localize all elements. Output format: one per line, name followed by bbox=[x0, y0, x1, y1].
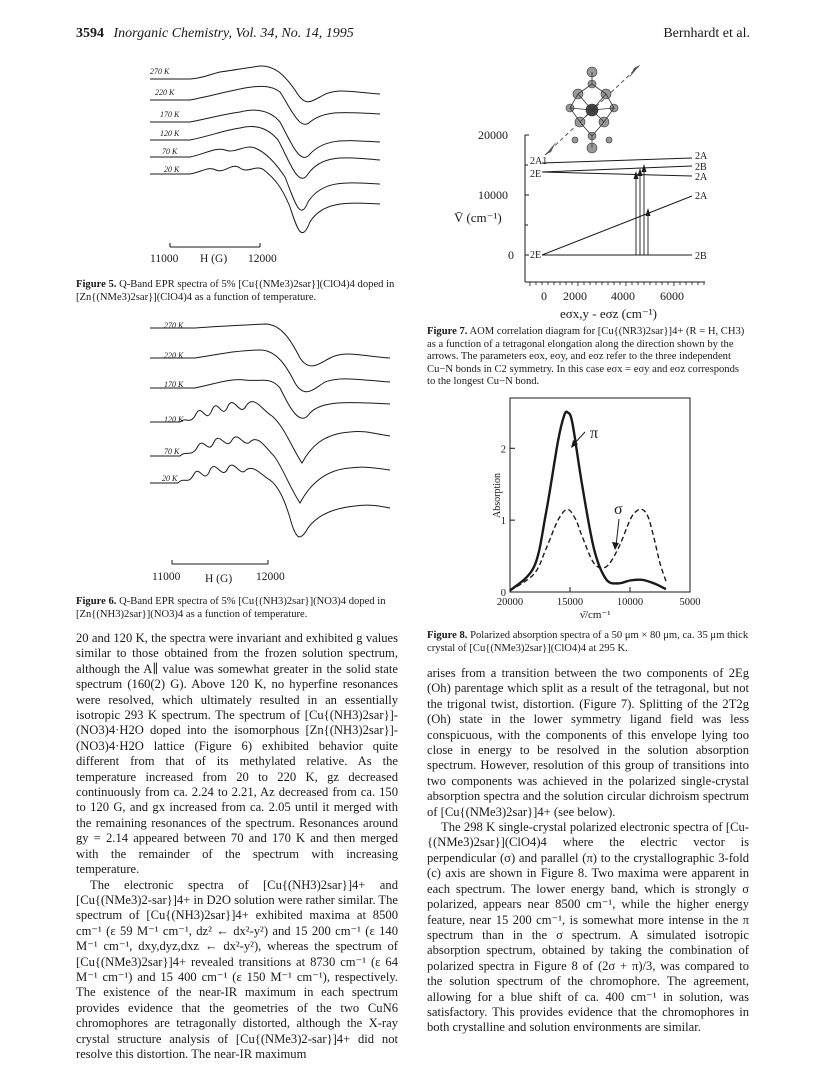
figure-5-temperature-labels bbox=[150, 67, 180, 174]
caption-text: Polarized absorption spectra of a 50 μm × 80 μm, ca. 35 μm thick crystal of [Cu{(NMe3)2sar}](ClO4)4 at 295 K. bbox=[427, 630, 749, 654]
caption-label: Figure 5. bbox=[76, 279, 117, 290]
temp-label: 120 K bbox=[164, 415, 184, 424]
figure-8-absorption-chart bbox=[490, 398, 720, 620]
y-tick-label: 2 bbox=[500, 444, 506, 456]
journal-citation: Inorganic Chemistry, Vol. 34, No. 14, 1995 bbox=[113, 26, 354, 41]
figure-5-caption bbox=[76, 279, 398, 304]
chart-series bbox=[510, 412, 666, 591]
temp-label: 70 K bbox=[164, 447, 180, 456]
figure-5-traces bbox=[150, 66, 380, 233]
annotation-pi: π bbox=[590, 425, 599, 442]
running-header-authors: Bernhardt et al. bbox=[663, 26, 750, 41]
figure-6-caption bbox=[76, 596, 398, 621]
spectrum-70k bbox=[150, 147, 380, 210]
paragraph: The 298 K single-crystal polarized electronic spectra of [Cu-{(NMe3)2sar}](ClO4)4 where the electric vector is perpendicular (σ) and parallel (π) to the crystallographic 3-fold (c) axis are shown in Figure 8. Two maxima were apparent in each spectrum. The lower energy band, which is strongly σ polarized, appears near 8500 cm⁻¹, while the higher energy feature, near 15 200 cm⁻¹, is somewhat more intense in the π spectrum than in the σ spectrum. A simulated isotropic absorption spectrum, obtained by taking the combination of polarized spectra in Figure 8 of (2σ + π)/3, was compared to the solution spectrum of the chromophore. The agreement, allowing for a blue shift of ca. 400 cm⁻¹ in solution, was satisfactory. This provides evidence that the chromophores in both crystalline and solution environments are similar. bbox=[427, 820, 749, 1035]
x-axis-label: eσx,y - eσz (cm⁻¹) bbox=[560, 306, 657, 321]
page-number: 3594 bbox=[76, 26, 104, 41]
x-tick-label: 6000 bbox=[660, 289, 684, 303]
x-tick-label: 4000 bbox=[611, 289, 635, 303]
state-label: 2E bbox=[530, 250, 542, 261]
state-label: 2A bbox=[695, 191, 708, 202]
x-tick-label: 12000 bbox=[248, 253, 277, 265]
spectrum-70k bbox=[150, 437, 390, 503]
x-tick-label: 15000 bbox=[556, 597, 584, 608]
figure-5-epr-spectra bbox=[150, 62, 420, 272]
y-axis-label: V̄ (cm⁻¹) bbox=[454, 210, 502, 225]
figure-6-temperature-labels bbox=[162, 321, 184, 483]
x-axis-label: H (G) bbox=[200, 253, 228, 265]
x-tick-label: 11000 bbox=[152, 571, 181, 583]
level-2a1-upper bbox=[542, 158, 692, 163]
y-tick-label: 0 bbox=[500, 588, 506, 599]
state-label: 2A bbox=[695, 151, 708, 162]
y-axis-label: Absorption bbox=[492, 473, 503, 518]
y-tick-label: 20000 bbox=[478, 128, 508, 142]
level-2e-upper bbox=[542, 166, 692, 172]
paragraph: 20 and 120 K, the spectra were invariant and exhibited g values similar to those obtained from the frozen solution spectrum, although the A∥ value was somewhat greater in the solid state spectrum (160(2) G). Above 120 K, no hyperfine resonances were resolved, which ultimately resulted in an essentially isotropic 293 K spectrum. The spectrum of [Cu{(NH3)2sar}]-(NO3)4·H2O doped into the isomorphous [Zn{(NH3)2sar}]-(NO3)4·H2O lattice (Figure 6) exhibited behavior quite different from that of its methylated relative. As the temperature increased from 20 to 220 K, gz decreased continuously from ca. 2.24 to 2.21, Az decreased from ca. 150 to 120 G, and gx increased from ca. 2.05 until it merged with the remaining resonances of the spectrum. Resonances around gy = 2.14 appeared between 70 and 170 K and then merged with the remainder of the spectrum with increasing temperature. bbox=[76, 631, 398, 877]
figure-7-x-minor-ticks bbox=[530, 282, 704, 286]
figure-7-axes bbox=[525, 135, 705, 282]
x-tick-label: 11000 bbox=[150, 253, 179, 265]
right-column-text bbox=[427, 666, 749, 1036]
y-tick-label: 0 bbox=[508, 248, 514, 262]
spectrum-170k bbox=[150, 380, 390, 419]
figure-5-x-axis bbox=[150, 243, 277, 265]
temp-label: 170 K bbox=[160, 110, 180, 119]
caption-label: Figure 6. bbox=[76, 596, 117, 607]
left-column-text bbox=[76, 631, 398, 1062]
figure-6-x-axis bbox=[152, 560, 285, 585]
figure-6-traces bbox=[150, 324, 390, 537]
temp-label: 220 K bbox=[164, 351, 184, 360]
caption-label: Figure 7. bbox=[427, 326, 468, 337]
caption-text: Q-Band EPR spectra of 5% [Cu{(NH3)2sar}](NO3)4 doped in [Zn{(NH3)2sar}](NO3)4 as a function of temperature. bbox=[76, 596, 386, 620]
level-rising bbox=[542, 196, 692, 255]
spectrum-270k bbox=[150, 66, 380, 102]
temp-label: 220 K bbox=[155, 88, 175, 97]
y-tick-label: 1 bbox=[500, 516, 506, 528]
series-line-pi bbox=[510, 412, 666, 591]
molecule-structure-icon bbox=[545, 65, 640, 155]
temp-label: 120 K bbox=[160, 129, 180, 138]
x-tick-label: 12000 bbox=[256, 571, 285, 583]
caption-label: Figure 8. bbox=[427, 630, 468, 641]
state-label: 2A bbox=[695, 172, 708, 183]
spectrum-220k bbox=[150, 86, 380, 124]
state-label: 2B bbox=[695, 162, 707, 173]
plot-frame bbox=[510, 398, 690, 592]
figure-7-caption bbox=[427, 326, 749, 389]
arrowhead-sigma bbox=[612, 542, 619, 550]
x-axis-label: ν̄/cm⁻¹ bbox=[580, 609, 611, 621]
paragraph: arises from a transition between the two components of 2Eg (Oh) parentage which split as a result of the tetragonal, but not the trigonal twist, distortion. (Figure 7). Splitting of the 2T2g (Oh) state in the lower symmetry ligand field was less conspicuous, with the components of this envelope lying too close in energy to be resolved in the solution absorption spectrum. However, resolution of this group of transitions into two components was achieved in the polarized single-crystal absorption spectra and the solution circular dichroism spectrum of [Cu{(NMe3)2sar}]4+ (see below). bbox=[427, 666, 749, 819]
temp-label: 20 K bbox=[164, 165, 180, 174]
paragraph: The electronic spectra of [Cu{(NH3)2sar}]4+ and [Cu{(NMe3)2-sar}]4+ in D2O solution were rather similar. The spectrum of [Cu{(NH3)2sar}]4+ exhibited maxima at 8500 cm⁻¹ (ε 59 M⁻¹ cm⁻¹, dz² ← dx²-y²) and 15 200 cm⁻¹ (ε 140 M⁻¹ cm⁻¹, dxy,dyz,dxz ← dx²-y²), whereas the spectrum of [Cu{(NMe3)2sar}]4+ revealed transitions at 8730 cm⁻¹ (ε 64 M⁻¹ cm⁻¹) and 15 400 cm⁻¹ (ε 150 M⁻¹ cm⁻¹), respectively. The existence of the near-IR maximum in each spectrum provides evidence that the geometries of the two CuN6 chromophores are tetragonally distorted, although the X-ray crystal structure analysis of [Cu{(NMe3)2-sar}]4+ did not resolve this distortion. The near-IR maximum bbox=[76, 877, 398, 1061]
spectrum-20k bbox=[150, 166, 380, 232]
x-tick-label: 20000 bbox=[496, 597, 524, 608]
x-axis-label: H (G) bbox=[205, 573, 233, 585]
chart-ticks bbox=[497, 444, 701, 608]
x-tick-label: 10000 bbox=[616, 597, 644, 608]
caption-text: Q-Band EPR spectra of 5% [Cu{(NMe3)2sar}](ClO4)4 doped in [Zn{(NMe3)2sar}](ClO4)4 as a function of temperature. bbox=[76, 279, 395, 303]
temp-label: 170 K bbox=[164, 380, 184, 389]
temp-label: 270 K bbox=[164, 321, 184, 330]
x-tick-label: 0 bbox=[541, 289, 547, 303]
spectrum-20k bbox=[150, 465, 390, 537]
figure-7-transition-arrows bbox=[636, 166, 648, 255]
temp-label: 270 K bbox=[150, 67, 170, 76]
spectrum-170k bbox=[150, 110, 380, 157]
caption-text: AOM correlation diagram for [Cu{(NR3)2sar}]4+ (R = H, CH3) as a function of a tetragonal elongation along the direction shown by the arrows. The parameters eσx, eσy, and eσz refer to the three independent Cu−N bonds in C2 symmetry. In this case eσx = eσy and eσz corresponds to the longest Cu−N bond. bbox=[427, 326, 745, 388]
state-label: 2E bbox=[530, 169, 542, 180]
arrow-sigma bbox=[616, 519, 619, 546]
spectrum-270k bbox=[150, 324, 390, 366]
state-label: 2B bbox=[695, 251, 707, 262]
x-tick-label: 5000 bbox=[679, 597, 701, 608]
figure-7-energy-levels bbox=[542, 158, 692, 255]
annotation-sigma: σ bbox=[614, 501, 623, 518]
figure-8-caption bbox=[427, 630, 749, 655]
figure-7-aom-correlation-diagram bbox=[430, 60, 760, 325]
level-2e-split bbox=[542, 172, 692, 176]
state-label: 2A1 bbox=[530, 156, 548, 167]
temp-label: 20 K bbox=[162, 474, 178, 483]
y-tick-label: 10000 bbox=[478, 188, 508, 202]
spectrum-220k bbox=[150, 350, 390, 392]
figure-6-epr-spectra bbox=[150, 318, 420, 590]
x-tick-label: 2000 bbox=[563, 289, 587, 303]
running-header-left bbox=[76, 26, 354, 42]
temp-label: 70 K bbox=[162, 147, 178, 156]
